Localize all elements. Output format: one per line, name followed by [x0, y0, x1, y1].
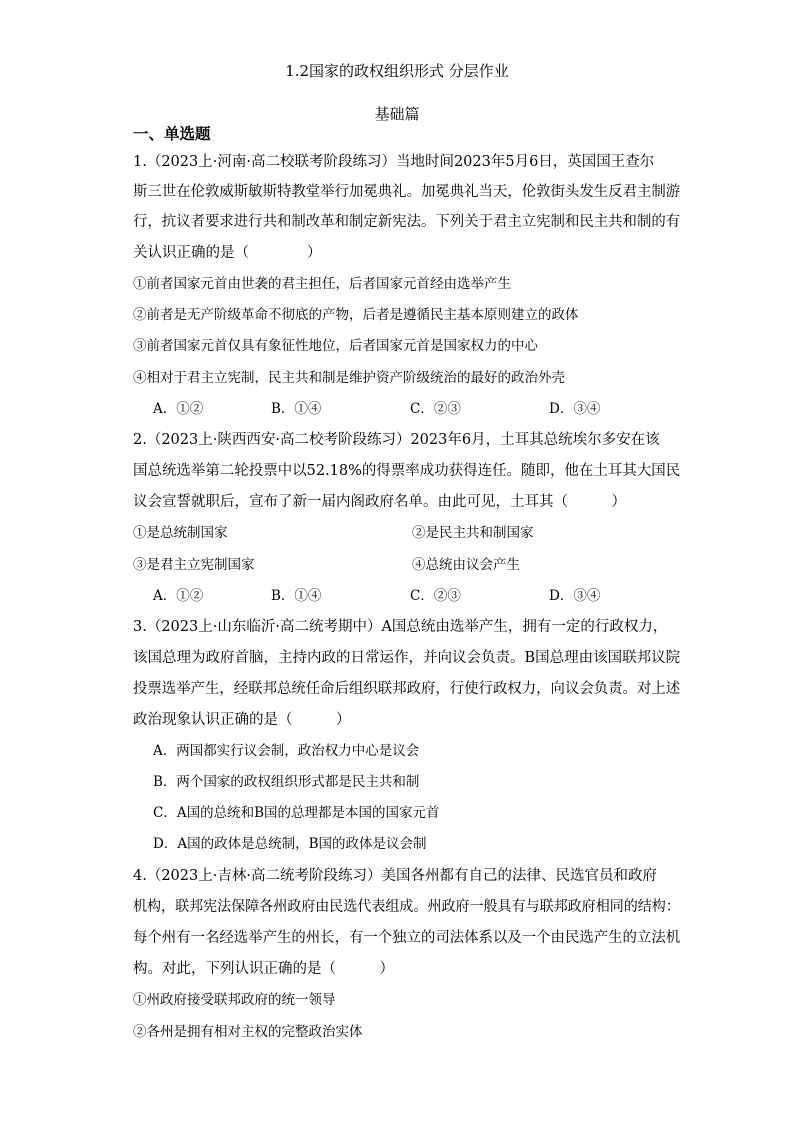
- answer-option-a[interactable]: A．①②: [153, 588, 204, 604]
- answer-option-b[interactable]: B．①④: [271, 588, 322, 604]
- answer-option-d[interactable]: D．③④: [549, 401, 601, 417]
- question-text-line: 政治现象认识正确的是（ ）: [133, 712, 351, 728]
- statement-item: ②各州是拥有相对主权的完整政治实体: [133, 1024, 363, 1040]
- question-text-line: 投票选举产生，经联邦总统任命后组织联邦政府，行使行政权力，向议会负责。对上述: [133, 681, 681, 697]
- question-text-line: 构。对此，下列认识正确的是（ ）: [133, 961, 394, 977]
- question-text-line: 该国总理为政府首脑，主持内政的日常运作，并向议会负责。B国总理由该国联邦议院: [133, 650, 681, 666]
- question-text-line: 机构，联邦宪法保障各州政府由民选代表组成。州政府一般具有与联邦政府相同的结构：: [133, 899, 680, 915]
- statement-item: ①州政府接受联邦政府的统一领导: [133, 992, 336, 1008]
- question-text-line: 议会宣誓就职后，宣布了新一届内阁政府名单。由此可见，土耳其（ ）: [133, 494, 626, 510]
- answer-option-d[interactable]: D．A国的政体是总统制，B国的政体是议会制: [153, 836, 427, 852]
- question-text-line: 行，抗议者要求进行共和制改革和制定新宪法。下列关于君主立宪制和民主共和制的有: [133, 214, 681, 230]
- statement-item: ①是总统制国家: [133, 525, 228, 541]
- question-text-line: 国总统选举第二轮投票中以52.18%的得票率成功获得连任。随即，他在土耳其大国民: [133, 463, 681, 479]
- statement-item: ④相对于君主立宪制，民主共和制是维护资产阶级统治的最好的政治外壳: [133, 370, 565, 386]
- answer-option-c[interactable]: C．②③: [410, 401, 461, 417]
- question-text-line: 1.（2023上·河南·高二校联考阶段练习）当地时间2023年5月6日，英国国王查尔: [133, 154, 655, 170]
- answer-option-a[interactable]: A．①②: [153, 401, 204, 417]
- answer-option-c[interactable]: C．②③: [410, 588, 461, 604]
- answer-option-a[interactable]: A．两国都实行议会制，政治权力中心是议会: [153, 743, 420, 759]
- statement-item: ③前者国家元首仅具有象征性地位，后者国家元首是国家权力的中心: [133, 338, 538, 354]
- question-text-line: 2.（2023上·陕西西安·高二校考阶段练习）2023年6月，土耳其总统埃尔多安在该: [133, 432, 660, 448]
- section-heading: 一、单选题: [133, 124, 211, 143]
- answer-option-b[interactable]: B．①④: [271, 401, 322, 417]
- document-title: 1.2国家的政权组织形式 分层作业: [285, 62, 509, 80]
- answer-option-b[interactable]: B．两个国家的政权组织形式都是民主共和制: [153, 774, 420, 790]
- question-text-line: 斯三世在伦敦威斯敏斯特教堂举行加冕典礼。加冕典礼当天，伦敦街头发生反君主制游: [133, 184, 681, 200]
- statement-item: ②是民主共和制国家: [412, 525, 534, 541]
- statement-item: ③是君主立宪制国家: [133, 557, 255, 573]
- statement-item: ②前者是无产阶级革命不彻底的产物，后者是遵循民主基本原则建立的政体: [133, 307, 579, 323]
- question-text-line: 关认识正确的是（ ）: [133, 245, 322, 261]
- answer-option-c[interactable]: C．A国的总统和B国的总理都是本国的国家元首: [153, 805, 440, 821]
- document-subtitle: 基础篇: [374, 105, 420, 123]
- statement-item: ①前者国家元首由世袭的君主担任，后者国家元首经由选举产生: [133, 276, 511, 292]
- question-text-line: 4.（2023上·吉林·高二统考阶段练习）美国各州都有自己的法律、民选官员和政府: [133, 868, 657, 884]
- question-text-line: 每个州有一名经选举产生的州长，有一个独立的司法体系以及一个由民选产生的立法机: [133, 930, 681, 946]
- answer-option-d[interactable]: D．③④: [549, 588, 601, 604]
- question-text-line: 3.（2023上·山东临沂·高二统考期中）A国总统由选举产生，拥有一定的行政权力，: [133, 619, 668, 635]
- statement-item: ④总统由议会产生: [412, 557, 520, 573]
